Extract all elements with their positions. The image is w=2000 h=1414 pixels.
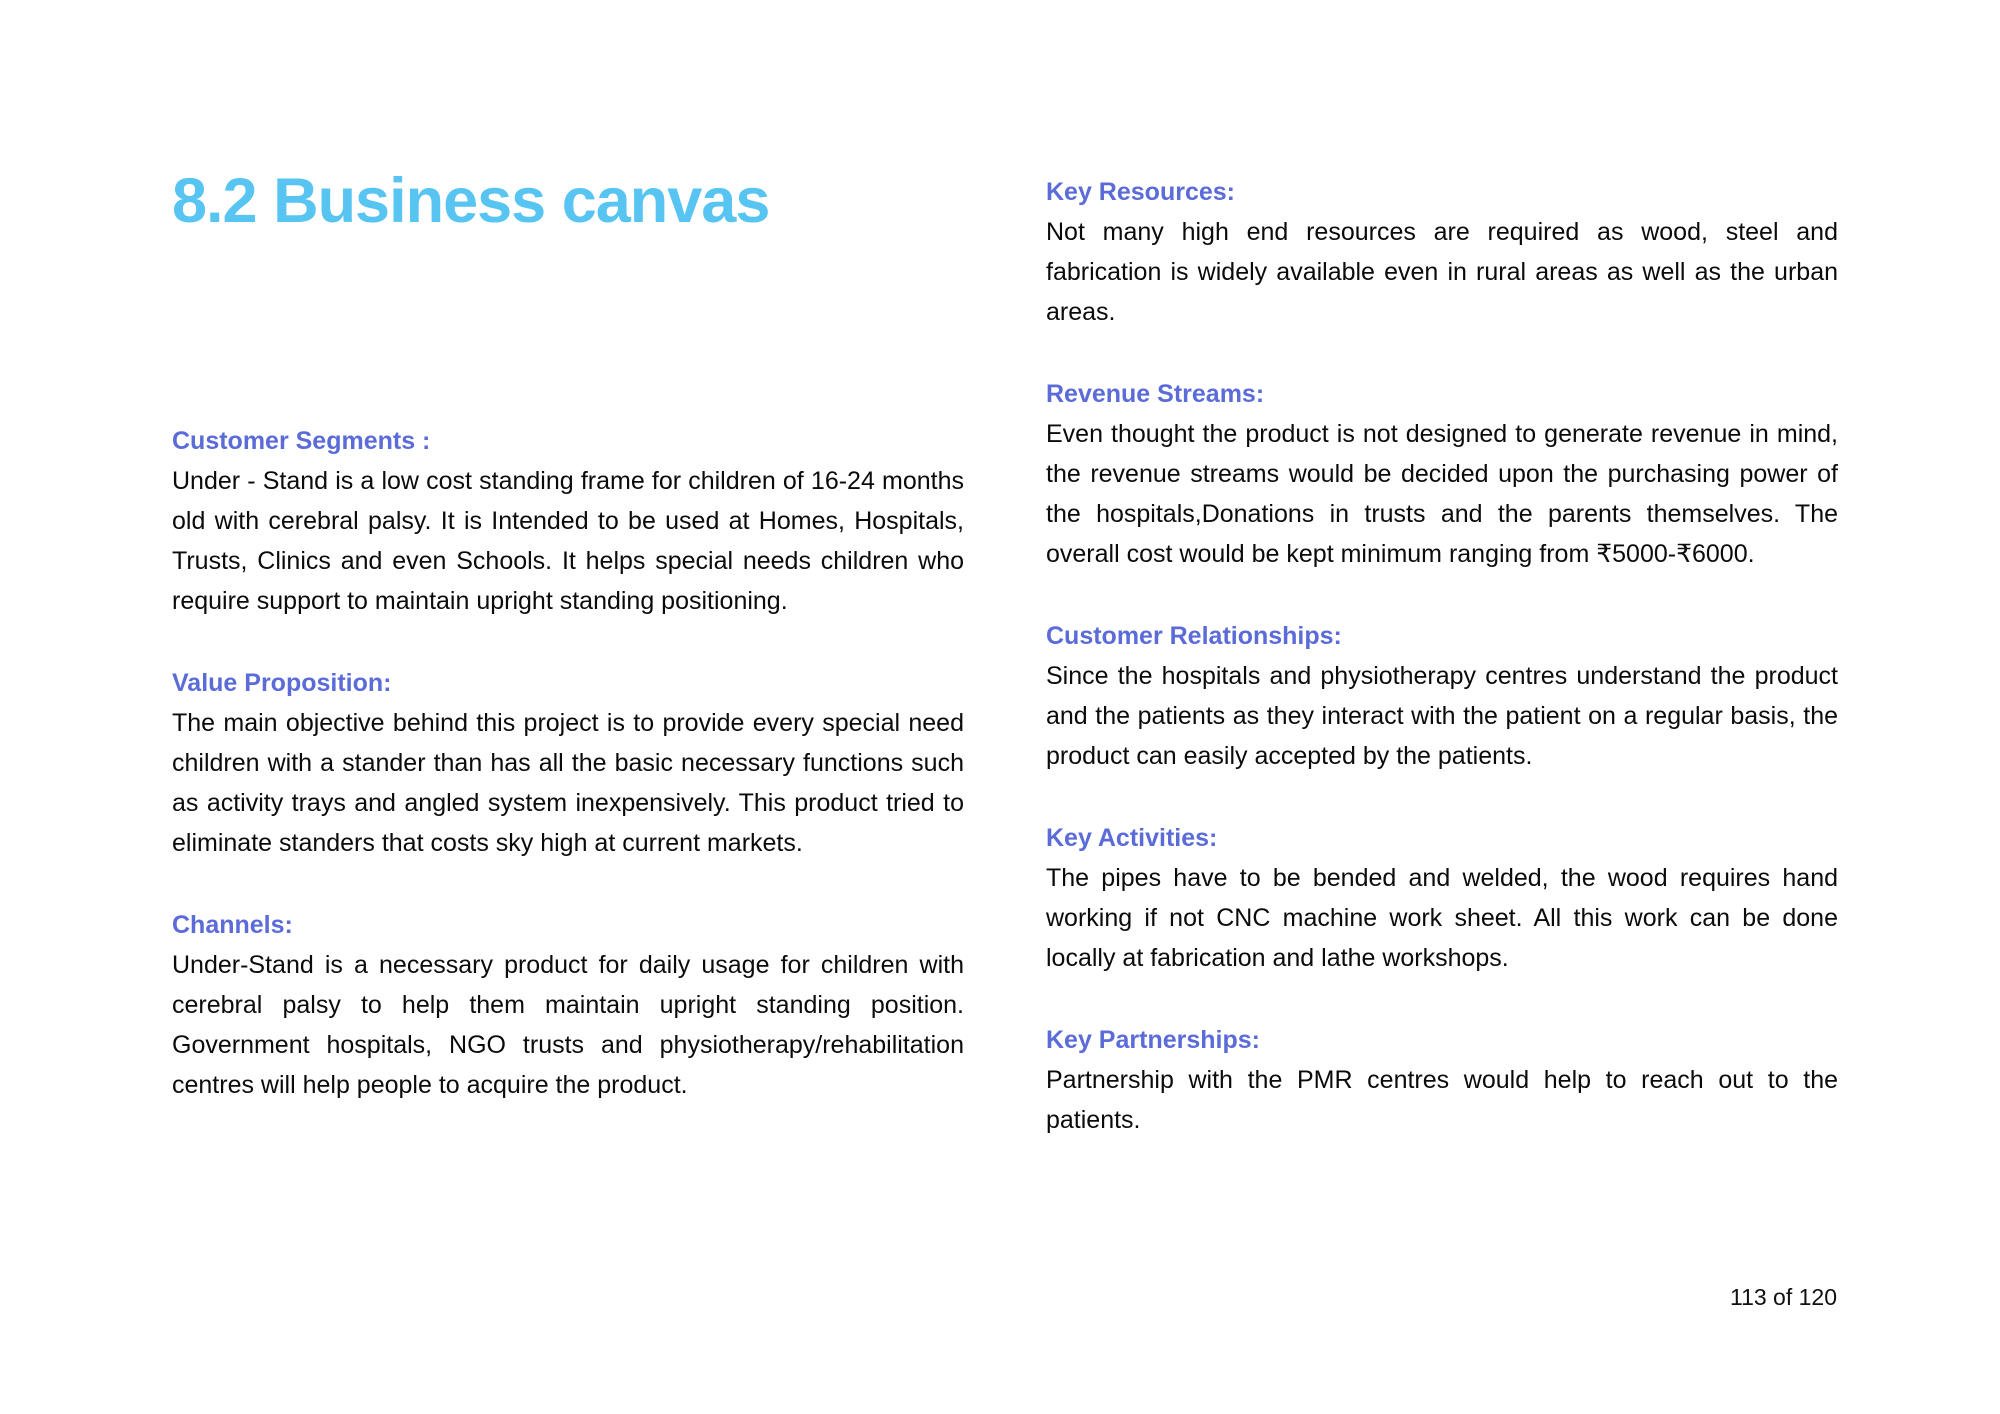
section-heading-key-activities: Key Activities: — [1046, 824, 1218, 852]
section-heading-customer-segments: Customer Segments : — [172, 427, 431, 455]
section-heading-customer-relationships: Customer Relationships: — [1046, 622, 1342, 650]
section-heading-value-proposition: Value Proposition: — [172, 669, 392, 697]
page-number: 113 of 120 — [1729, 1284, 1837, 1310]
section-body-revenue-streams: Even thought the product is not designed to generate revenue in mind, the revenue streams would be decided upon the purchasing power of the hospitals,Donations in trusts and the parents themselves. The overall cost would be kept minimum ranging from ₹5000-₹6000. — [1046, 420, 1838, 568]
section-key-activities — [1046, 818, 1838, 978]
section-revenue-streams — [1046, 374, 1838, 574]
section-body-key-resources: Not many high end resources are required as wood, steel and fabrication is widely available even in rural areas as well as the urban areas. — [1046, 218, 1838, 326]
section-value-proposition — [172, 663, 964, 863]
section-heading-key-partnerships: Key Partnerships: — [1046, 1026, 1260, 1054]
section-body-customer-segments: Under - Stand is a low cost standing frame for children of 16-24 months old with cerebral palsy. It is Intended to be used at Homes, Hospitals, Trusts, Clinics and even Schools. It helps special needs children who require support to maintain upright standing positioning. — [172, 467, 964, 615]
section-body-key-partnerships: Partnership with the PMR centres would help to reach out to the patients. — [1046, 1066, 1838, 1134]
section-channels — [172, 905, 964, 1105]
section-customer-relationships — [1046, 616, 1838, 776]
section-key-resources — [1046, 172, 1838, 332]
page-title: 8.2 Business canvas — [172, 166, 770, 236]
section-heading-revenue-streams: Revenue Streams: — [1046, 380, 1265, 408]
section-body-key-activities: The pipes have to be bended and welded, the wood requires hand working if not CNC machine work sheet. All this work can be done locally at fabrication and lathe workshops. — [1046, 864, 1838, 972]
section-heading-channels: Channels: — [172, 911, 293, 939]
right-column — [1046, 172, 1838, 1140]
section-customer-segments — [172, 421, 964, 621]
section-body-channels: Under-Stand is a necessary product for daily usage for children with cerebral palsy to help them maintain upright standing position. Government hospitals, NGO trusts and physiotherapy/rehabilitation centres will help people to acquire the product. — [172, 951, 964, 1099]
section-body-customer-relationships: Since the hospitals and physiotherapy centres understand the product and the patients as they interact with the patient on a regular basis, the product can easily accepted by the patients. — [1046, 662, 1838, 770]
section-key-partnerships — [1046, 1020, 1838, 1140]
section-heading-key-resources: Key Resources: — [1046, 178, 1235, 206]
left-column — [172, 162, 964, 1105]
section-body-value-proposition: The main objective behind this project is to provide every special need children with a stander than has all the basic necessary functions such as activity trays and angled system inexpensively. This product tried to eliminate standers that costs sky high at current markets. — [172, 709, 964, 857]
